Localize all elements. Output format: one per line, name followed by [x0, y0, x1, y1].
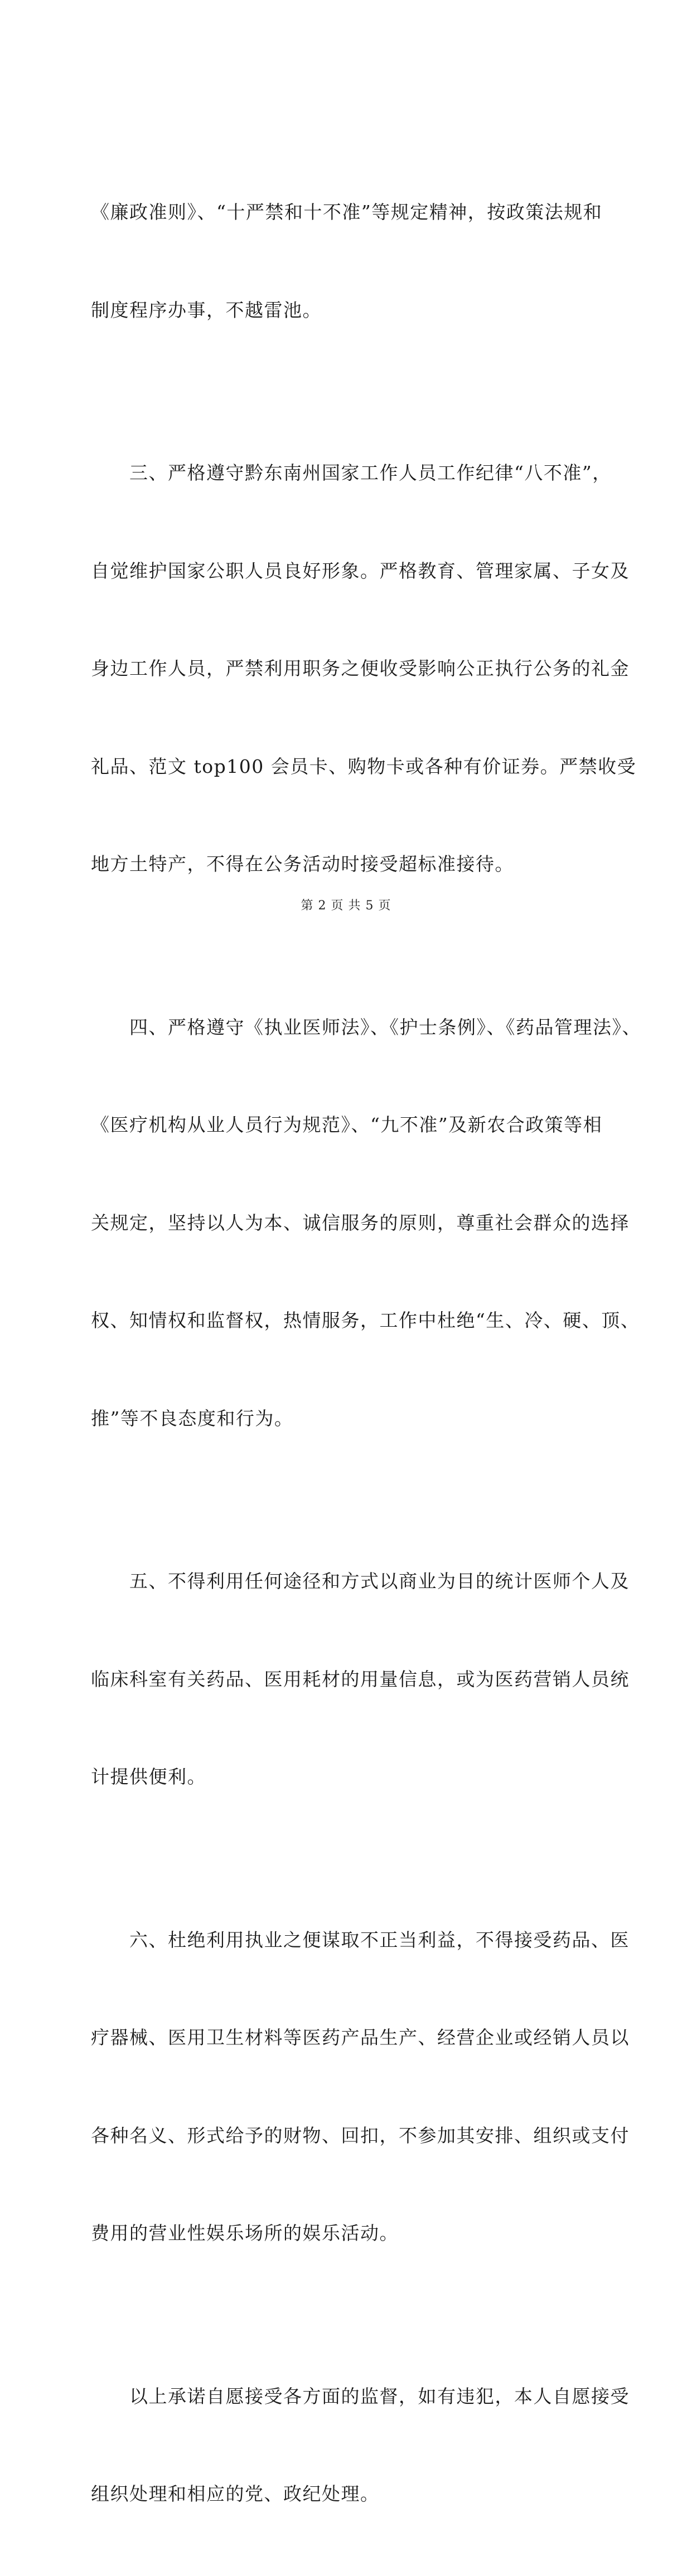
- text-line: 《廉政准则》、“十严禁和十不准”等规定精神，按政策法规和: [91, 201, 603, 223]
- paragraph-item-4: [91, 946, 641, 1501]
- text-line: 费用的营业性娱乐场所的娱乐活动。: [91, 2222, 399, 2244]
- text-line: 计提供便利。: [91, 1766, 206, 1788]
- text-line: 自觉维护国家公职人员良好形象。严格教育、管理家属、子女及: [91, 559, 630, 582]
- page-number-footer: 第 2 页 共 5 页: [301, 899, 391, 913]
- text-line: 组织处理和相应的党、政纪处理。: [91, 2483, 380, 2505]
- document-body: [91, 131, 641, 2576]
- paragraph-closing: [91, 2315, 630, 2576]
- text-line: 关规定，坚持以人为本、诚信服务的原则，尊重社会群众的选择: [91, 1211, 630, 1234]
- text-line: 四、严格遵守《执业医师法》、《护士条例》、《药品管理法》、: [91, 1016, 641, 1038]
- text-line: 六、杜绝利用执业之便谋取不正当利益，不得接受药品、医: [91, 1929, 630, 1951]
- paragraph-item-3: [91, 392, 637, 946]
- text-line: 礼品、范文 top100 会员卡、购物卡或各种有价证券。严禁收受: [91, 755, 637, 777]
- text-line: 《医疗机构从业人员行为规范》、“九不准”及新农合政策等相: [91, 1114, 603, 1136]
- text-line: 各种名义、形式给予的财物、回扣，不参加其安排、组织或支付: [91, 2124, 630, 2146]
- text-line: 疗器械、医用卫生材料等医药产品生产、经营企业或经销人员以: [91, 2027, 630, 2048]
- text-line: 身边工作人员，严禁利用职务之便收受影响公正执行公务的礼金: [91, 658, 630, 679]
- text-line: 权、知情权和监督权，热情服务，工作中杜绝“生、冷、硬、顶、: [91, 1309, 640, 1331]
- text-line: 推”等不良态度和行为。: [91, 1407, 294, 1429]
- paragraph-item-6: [91, 1859, 630, 2315]
- text-line: 临床科室有关药品、医用耗材的用量信息，或为医药营销人员统: [91, 1668, 630, 1690]
- text-line: 以上承诺自愿接受各方面的监督，如有违犯，本人自愿接受: [91, 2385, 630, 2407]
- text-line: 制度程序办事，不越雷池。: [91, 299, 322, 321]
- text-line: 三、严格遵守黔东南州国家工作人员工作纪律“八不准”，: [91, 462, 612, 484]
- paragraph-item-5: [91, 1500, 630, 1859]
- text-line: 五、不得利用任何途径和方式以商业为目的统计医师个人及: [91, 1570, 630, 1592]
- paragraph-continuation: [91, 131, 604, 392]
- text-line: 地方土特产，不得在公务活动时接受超标准接待。: [91, 853, 514, 875]
